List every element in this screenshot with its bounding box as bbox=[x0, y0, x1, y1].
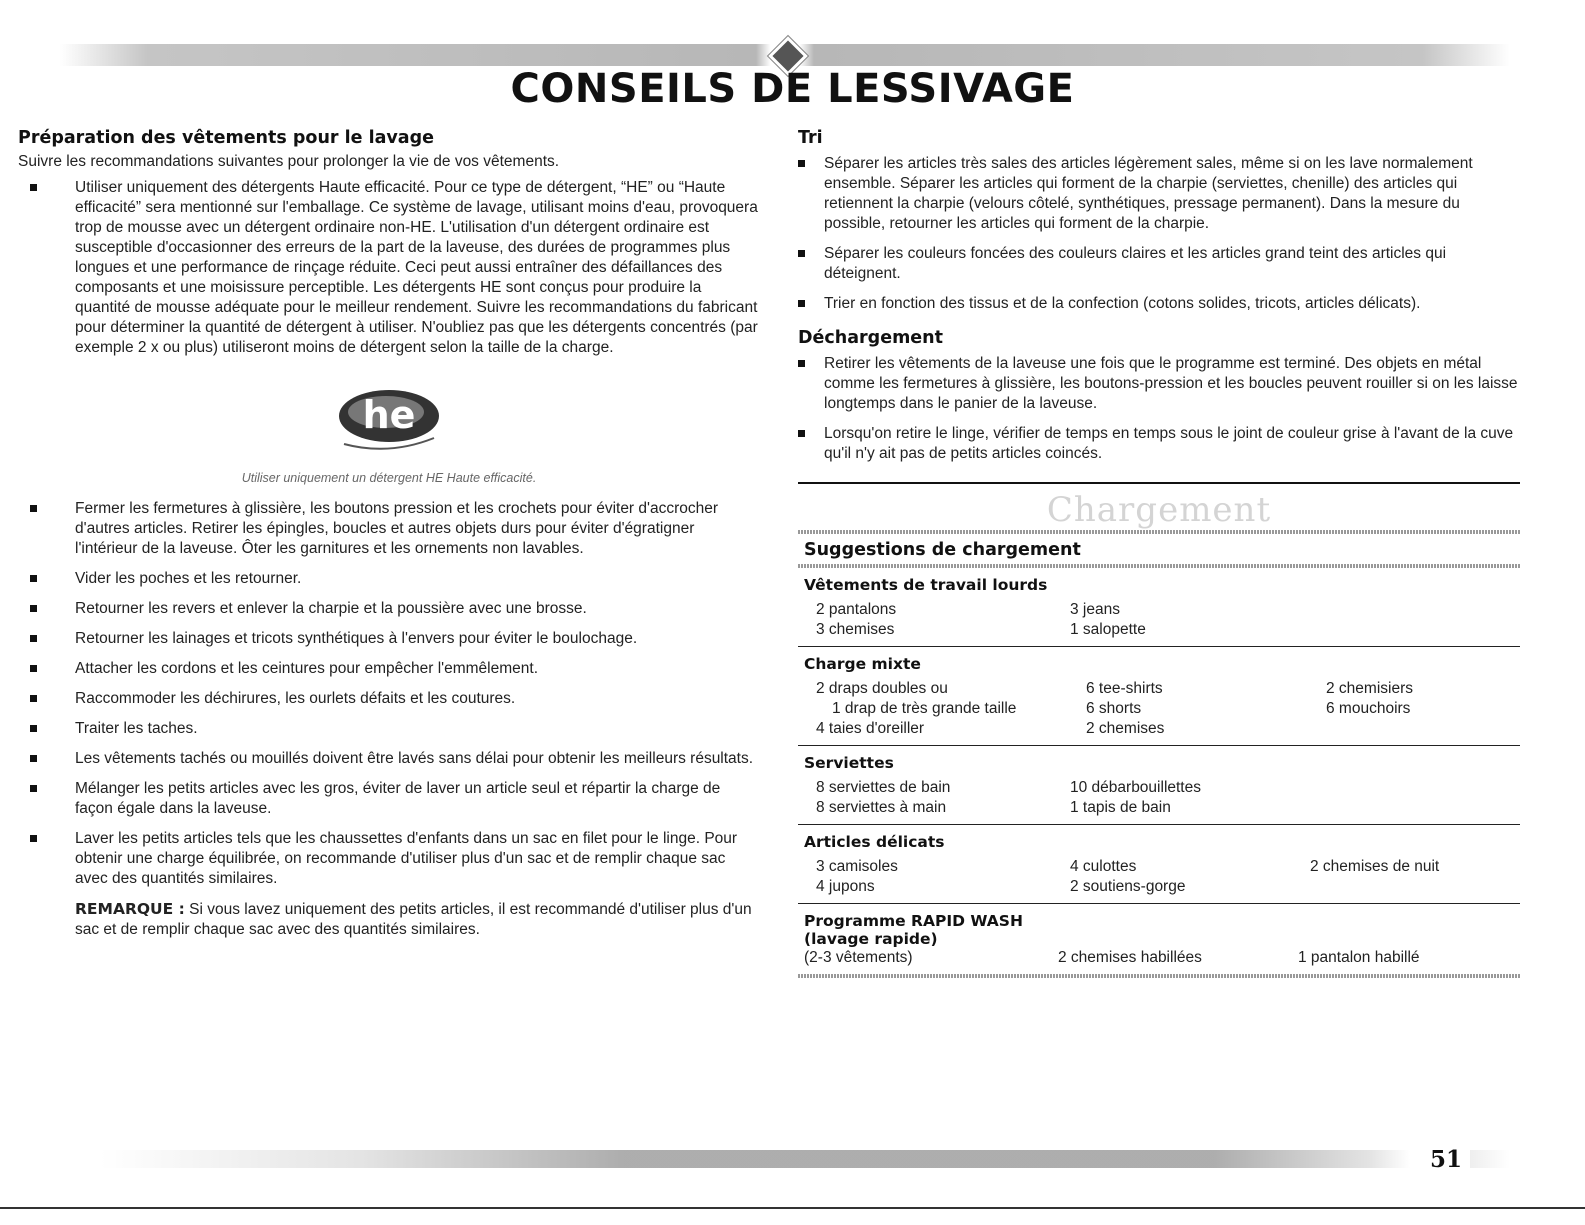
preparation-bullet-list bbox=[18, 499, 760, 889]
dechargement-bullet-list bbox=[798, 354, 1520, 464]
section-divider bbox=[798, 482, 1520, 484]
list-item: Séparer les couleurs foncées des couleurs claires et les articles grand teint des articles qui déteignent. bbox=[798, 244, 1520, 284]
table-cell: 1 drap de très grande taille bbox=[832, 700, 1017, 717]
load-group-towels bbox=[798, 746, 1520, 825]
tri-heading: Tri bbox=[798, 128, 823, 148]
table-cell bbox=[1326, 719, 1520, 739]
table-cell: 2 chemises de nuit bbox=[1310, 858, 1440, 875]
table-row bbox=[798, 877, 1520, 897]
table-row bbox=[798, 778, 1520, 798]
list-item: Utiliser uniquement des détergents Haute efficacité. Pour ce type de détergent, “HE” ou “Haute efficacité” sera mentionné sur l'emballage. Ce système de lavage, utilisant moins d'eau, provoquera trop de mousse avec un détergent ordinaire non-HE. L'utilisation d'un détergent ordinaire est susceptible d'occasionner des erreurs de la part de la laveuse, des durées de programmes plus longues et une performance de rinçage réduite. Ceci peut aussi entraîner des défaillances des composants et une moisissure perceptible. Les détergents HE sont conçus pour produire la quantité de mousse adéquate pour le meilleur rendement. Suivre les recommandations du fabricant pour déterminer la quantité de détergent à utiliser. N'oubliez pas que les détergents concentrés (par exemple 2 x ou plus) utiliseront moins de détergent selon la taille de la charge. bbox=[18, 178, 760, 358]
he-logo-icon bbox=[334, 386, 444, 456]
page-number: 51 bbox=[1430, 1146, 1463, 1173]
group-title: Serviettes bbox=[804, 754, 894, 772]
list-item: Fermer les fermetures à glissière, les boutons pression et les crochets pour éviter d'accrocher d'autres articles. Retirer les épingles, boucles et autres objets durs pour éviter d'égratigner l'intérieur de la laveuse. Ôter les garnitures et les ornements non lavables. bbox=[18, 499, 760, 559]
table-cell: 2 chemises bbox=[1086, 720, 1165, 737]
list-item: Vider les poches et les retourner. bbox=[18, 569, 760, 589]
bottom-decorative-rule-end bbox=[1470, 1150, 1510, 1168]
load-table bbox=[798, 600, 1520, 640]
load-table bbox=[798, 778, 1520, 818]
table-cell: 10 débarbouillettes bbox=[1070, 779, 1201, 796]
table-cell: 4 culottes bbox=[1070, 858, 1137, 875]
load-table bbox=[798, 948, 1520, 968]
group-title: Vêtements de travail lourds bbox=[804, 576, 1048, 594]
table-cell bbox=[1310, 620, 1520, 640]
dechargement-heading: Déchargement bbox=[798, 328, 943, 348]
table-cell: 4 taies d'oreiller bbox=[816, 720, 925, 737]
chargement-heading: Chargement bbox=[1046, 490, 1272, 530]
table-cell: 3 camisoles bbox=[816, 858, 898, 875]
page-title: CONSEILS DE LESSIVAGE bbox=[510, 66, 1075, 112]
list-item: Séparer les articles très sales des articles légèrement sales, même si on les lave normalement ensemble. Séparer les articles qui forment de la charpie (serviettes, chenille) des articles qui retiennent la charpie (velours côtelé, synthétiques, pressage permanent). Dans la mesure du possible, retourner les articles qui forment de la charpie. bbox=[798, 154, 1520, 234]
table-cell: 1 pantalon habillé bbox=[1298, 949, 1420, 966]
table-cell bbox=[1310, 877, 1520, 897]
table-row bbox=[798, 798, 1520, 818]
he-caption: Utiliser uniquement un détergent HE Haute efficacité. bbox=[241, 471, 537, 485]
table-row bbox=[798, 679, 1520, 699]
he-bullet-list bbox=[18, 178, 760, 358]
load-group-rapid bbox=[798, 904, 1520, 974]
note-text: Si vous lavez uniquement des petits articles, il est recommandé d'utiliser plus d'un sac et de remplir chaque sac avec des quantités similaires. bbox=[75, 901, 752, 938]
table-cell: 1 salopette bbox=[1070, 621, 1146, 638]
preparation-heading: Préparation des vêtements pour le lavage bbox=[18, 128, 435, 148]
suggestions-title: Suggestions de chargement bbox=[804, 540, 1081, 560]
page-edge-line bbox=[0, 1207, 1585, 1209]
list-item: Mélanger les petits articles avec les gros, éviter de laver un article seul et répartir la charge de façon égale dans la laveuse. bbox=[18, 779, 760, 819]
list-item: Les vêtements tachés ou mouillés doivent être lavés sans délai pour obtenir les meilleurs résultats. bbox=[18, 749, 760, 769]
table-row bbox=[798, 948, 1520, 968]
load-table bbox=[798, 857, 1520, 897]
table-row bbox=[798, 857, 1520, 877]
list-item: Lorsqu'on retire le linge, vérifier de temps en temps sous le joint de couleur grise à l'avant de la cuve qu'il n'y ait pas de petits articles coincés. bbox=[798, 424, 1520, 464]
table-cell: 6 tee-shirts bbox=[1086, 680, 1163, 697]
table-row bbox=[798, 620, 1520, 640]
list-item: Raccommoder les déchirures, les ourlets défaits et les coutures. bbox=[18, 689, 760, 709]
table-cell: 6 mouchoirs bbox=[1326, 700, 1411, 717]
table-cell bbox=[1310, 778, 1520, 798]
load-group-delicates bbox=[798, 825, 1520, 904]
table-cell: 6 shorts bbox=[1086, 700, 1142, 717]
table-cell: 8 serviettes à main bbox=[816, 799, 947, 816]
tri-bullet-list bbox=[798, 154, 1520, 314]
table-row bbox=[798, 600, 1520, 620]
table-cell: 3 jeans bbox=[1070, 601, 1120, 618]
group-title: Charge mixte bbox=[804, 655, 921, 673]
table-row bbox=[798, 699, 1520, 719]
table-cell: 2 draps doubles ou bbox=[816, 680, 948, 697]
hatch-rule bbox=[798, 974, 1520, 978]
table-cell: 2 soutiens-gorge bbox=[1070, 878, 1186, 895]
list-item: Trier en fonction des tissus et de la confection (cotons solides, tricots, articles délicats). bbox=[798, 294, 1520, 314]
table-cell bbox=[1310, 798, 1520, 818]
group-subtitle: (lavage rapide) bbox=[804, 930, 938, 948]
left-column bbox=[18, 128, 760, 940]
table-cell: (2-3 vêtements) bbox=[804, 949, 913, 966]
group-title: Articles délicats bbox=[804, 833, 945, 851]
preparation-intro: Suivre les recommandations suivantes pour prolonger la vie de vos vêtements. bbox=[18, 153, 560, 170]
bottom-decorative-rule bbox=[100, 1150, 1410, 1168]
list-item: Retourner les lainages et tricots synthétiques à l'envers pour éviter le boulochage. bbox=[18, 629, 760, 649]
list-item: Traiter les taches. bbox=[18, 719, 760, 739]
list-item: Retourner les revers et enlever la charpie et la poussière avec une brosse. bbox=[18, 599, 760, 619]
list-item: Attacher les cordons et les ceintures pour empêcher l'emmêlement. bbox=[18, 659, 760, 679]
load-group-mixed bbox=[798, 647, 1520, 746]
table-cell: 1 tapis de bain bbox=[1070, 799, 1171, 816]
list-item: Laver les petits articles tels que les chaussettes d'enfants dans un sac en filet pour le linge. Pour obtenir une charge équilibrée, on recommande d'utiliser plus d'un sac et de remplir chaque sac avec des quantités similaires. bbox=[18, 829, 760, 889]
group-title: Programme RAPID WASH bbox=[804, 912, 1023, 930]
right-column bbox=[798, 128, 1520, 978]
note-label: REMARQUE : bbox=[75, 900, 185, 918]
he-logo bbox=[18, 386, 760, 461]
load-table bbox=[798, 679, 1520, 739]
table-cell: 8 serviettes de bain bbox=[816, 779, 951, 796]
table-row bbox=[798, 719, 1520, 739]
note-paragraph bbox=[18, 899, 760, 940]
table-cell: 2 chemisiers bbox=[1326, 680, 1413, 697]
he-logo-text: he bbox=[362, 393, 416, 437]
list-item: Retirer les vêtements de la laveuse une fois que le programme est terminé. Des objets en métal comme les fermetures à glissière, les boutons-pression et les boucles peuvent rouiller si on les laisse longtemps dans le panier de la laveuse. bbox=[798, 354, 1520, 414]
table-cell: 2 pantalons bbox=[816, 601, 897, 618]
table-cell: 2 chemises habillées bbox=[1058, 949, 1202, 966]
table-cell bbox=[1310, 600, 1520, 620]
table-cell: 4 jupons bbox=[816, 878, 875, 895]
table-cell: 3 chemises bbox=[816, 621, 895, 638]
load-group-heavy bbox=[798, 568, 1520, 647]
